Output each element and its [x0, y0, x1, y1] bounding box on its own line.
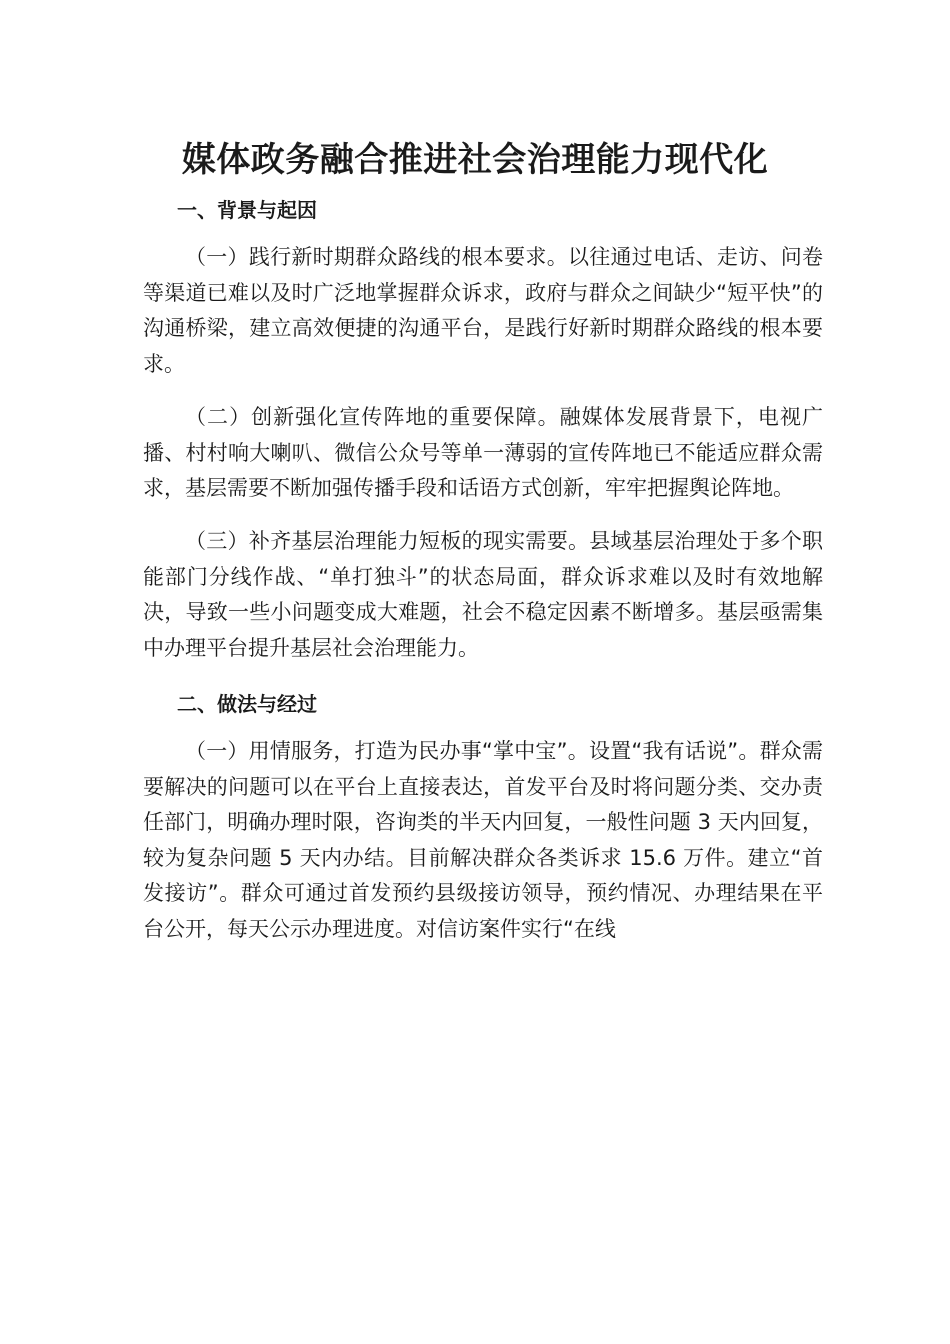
- paragraph-mass-line: （一）践行新时期群众路线的根本要求。以往通过电话、走访、问卷等渠道已难以及时广泛地掌握群众诉求，政府与群众之间缺少“短平快”的沟通桥梁，建立高效便捷的沟通平台，是践行好新时期群众路线的根本要求。: [143, 245, 823, 376]
- paragraph-service-platform: （一）用情服务，打造为民办事“掌中宝”。设置“我有话说”。群众需要解决的问题可以在平台上直接表达，首发平台及时将问题分类、交办责任部门，明确办理时限，咨询类的半天内回复，一般性问题 3 天内回复，较为复杂问题 5 天内办结。目前解决群众各类诉求 15.6 万件。建立“首发接访”。群众可通过首发预约县级接访领导，预约情况、办理结果在平台公开，每天公示办理进度。对信访案件实行“在线: [143, 739, 823, 941]
- section-heading-practice: 二、做法与经过: [177, 692, 317, 716]
- paragraph-governance-gap: （三）补齐基层治理能力短板的现实需要。县域基层治理处于多个职能部门分线作战、“单打独斗”的状态局面，群众诉求难以及时有效地解决，导致一些小问题变成大难题，社会不稳定因素不断增多。基层亟需集中办理平台提升基层社会治理能力。: [143, 529, 823, 660]
- document-title: 媒体政务融合推进社会治理能力现代化: [181, 140, 769, 180]
- section-heading-background: 一、背景与起因: [177, 198, 317, 222]
- paragraph-publicity-front: （二）创新强化宣传阵地的重要保障。融媒体发展背景下，电视广播、村村响大喇叭、微信公众号等单一薄弱的宣传阵地已不能适应群众需求，基层需要不断加强传播手段和话语方式创新，牢牢把握舆论阵地。: [143, 405, 823, 500]
